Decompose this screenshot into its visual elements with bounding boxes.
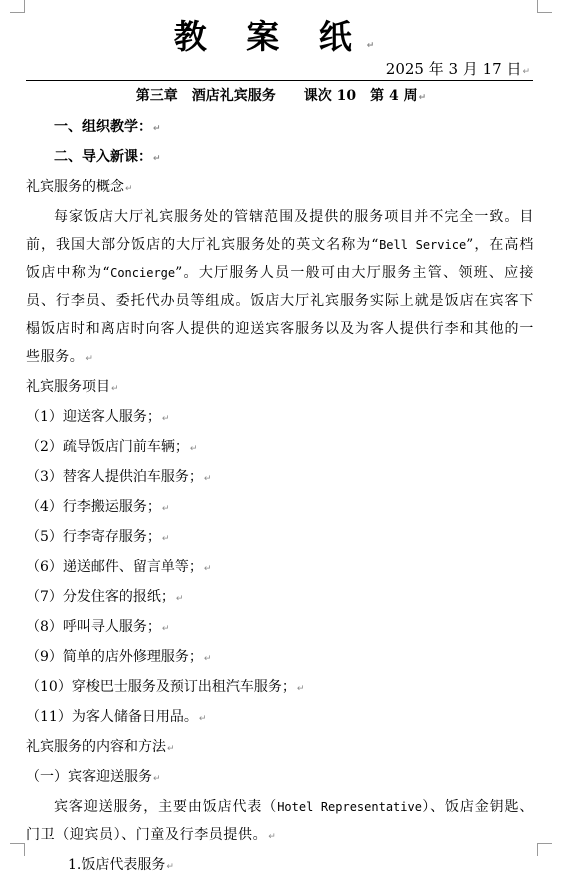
paragraph-mark-icon: ↵ — [296, 684, 305, 694]
list-item-text: （2）疏导饭店门前车辆； — [26, 439, 189, 455]
numbered-heading-text: 1.饭店代表服务 — [68, 857, 166, 873]
concept-text-1: 每家饭店大厅礼宾服务处的管辖范围及提供的服务项目并不完全一致。目前，我国大部分饭店的大厅礼宾服务处的英文名称为“ — [26, 209, 534, 253]
heading-organize-text: 一、组织教学： — [54, 119, 152, 135]
section-concept-title — [26, 173, 534, 203]
paragraph-mark-icon: ↵ — [153, 774, 161, 784]
list-item — [26, 493, 534, 523]
paragraph-mark-icon: ↵ — [153, 154, 161, 164]
list-item-text: （10）穿梭巴士服务及预订出租汽车服务； — [26, 679, 296, 695]
list-item — [26, 703, 534, 733]
paragraph-mark-icon: ↵ — [175, 594, 184, 604]
section-items-title — [26, 373, 534, 403]
list-item-text: （8）呼叫寻人服务； — [26, 619, 161, 635]
paragraph-mark-icon: ↵ — [85, 354, 94, 364]
paragraph-mark-icon: ↵ — [153, 124, 161, 134]
crop-mark-bottom-left — [10, 843, 25, 856]
greeting-text-2: ）、饭店金钥匙、门卫（迎宾员）、门童及行李员提供。 — [26, 799, 534, 843]
paragraph-mark-icon: ↵ — [167, 744, 175, 754]
document-title-text: 教 案 纸 — [173, 17, 366, 56]
list-item — [26, 433, 534, 463]
concept-english-1: Bell Service — [379, 238, 467, 252]
chapter-name: 第三章 酒店礼宾服务 — [135, 88, 276, 104]
section-methods-title — [26, 733, 534, 763]
list-item-text: （9）简单的店外修理服务； — [26, 649, 203, 665]
section-concept-title-text: 礼宾服务的概念 — [26, 179, 124, 195]
paragraph-mark-icon: ↵ — [203, 654, 212, 664]
list-item-text: （7）分发住客的报纸； — [26, 589, 175, 605]
paragraph-mark-icon: ↵ — [161, 624, 170, 634]
paragraph-mark-icon: ↵ — [418, 93, 427, 103]
list-item — [26, 553, 534, 583]
paragraph-mark-icon: ↵ — [198, 714, 207, 724]
heading-introduce — [26, 143, 534, 173]
paragraph-mark-icon: ↵ — [125, 184, 133, 194]
heading-organize — [26, 113, 534, 143]
list-item — [26, 613, 534, 643]
paragraph-mark-icon: ↵ — [522, 67, 530, 77]
paragraph-mark-icon: ↵ — [268, 832, 277, 842]
list-item — [26, 583, 534, 613]
subsection-title — [26, 763, 534, 793]
list-item-text: （6）递送邮件、留言单等； — [26, 559, 203, 575]
crop-mark-top-left — [10, 0, 25, 13]
list-item — [26, 673, 534, 703]
heading-introduce-text: 二、导入新课： — [54, 149, 152, 165]
lesson-number: 课次 10 第 4 周 — [303, 88, 418, 104]
list-item-text: （11）为客人储备日用品。 — [26, 709, 198, 725]
list-item-text: （3）替客人提供泊车服务； — [26, 469, 203, 485]
list-item — [26, 523, 534, 553]
document-body — [26, 113, 534, 881]
concept-text-3: ”。大厅服务人员一般可由大厅服务主管、领班、应接员、行李员、委托代办员等组成。饭店大厅礼宾服务实际上就是饭店在宾客下榻饭店时和离店时向客人提供的迎送宾客服务以及为客人提供行李和其他的一些服务。 — [26, 265, 534, 365]
concept-paragraph — [26, 203, 534, 373]
header-rule — [26, 80, 533, 81]
paragraph-mark-icon: ↵ — [366, 41, 389, 51]
greeting-text-1: 宾客迎送服务，主要由饭店代表（ — [54, 799, 278, 815]
lesson-date-text: 2025 年 3 月 17 日 — [385, 60, 522, 78]
paragraph-mark-icon: ↵ — [203, 564, 212, 574]
list-item — [26, 643, 534, 673]
greeting-paragraph — [26, 793, 534, 851]
concept-text-2: ”，在高档饭店中称为“ — [26, 237, 534, 281]
list-item-text: （5）行李寄存服务； — [26, 529, 161, 545]
chapter-line — [0, 85, 562, 109]
list-item — [26, 403, 534, 433]
greeting-english: Hotel Representative — [277, 800, 422, 814]
paragraph-mark-icon: ↵ — [161, 504, 170, 514]
list-item-text: （4）行李搬运服务； — [26, 499, 161, 515]
paragraph-mark-icon: ↵ — [166, 862, 174, 872]
paragraph-mark-icon: ↵ — [203, 474, 212, 484]
paragraph-mark-icon: ↵ — [161, 534, 170, 544]
paragraph-mark-icon: ↵ — [189, 444, 198, 454]
section-items-title-text: 礼宾服务项目 — [26, 379, 110, 395]
subsection-title-text: （一）宾客迎送服务 — [26, 769, 152, 785]
section-methods-title-text: 礼宾服务的内容和方法 — [26, 739, 166, 755]
paragraph-mark-icon: ↵ — [161, 414, 170, 424]
concept-english-2: Concierge — [110, 266, 176, 280]
list-item — [26, 463, 534, 493]
crop-mark-bottom-right — [537, 843, 552, 856]
list-item-text: （1）迎送客人服务； — [26, 409, 161, 425]
crop-mark-top-right — [537, 0, 552, 13]
paragraph-mark-icon: ↵ — [111, 384, 119, 394]
